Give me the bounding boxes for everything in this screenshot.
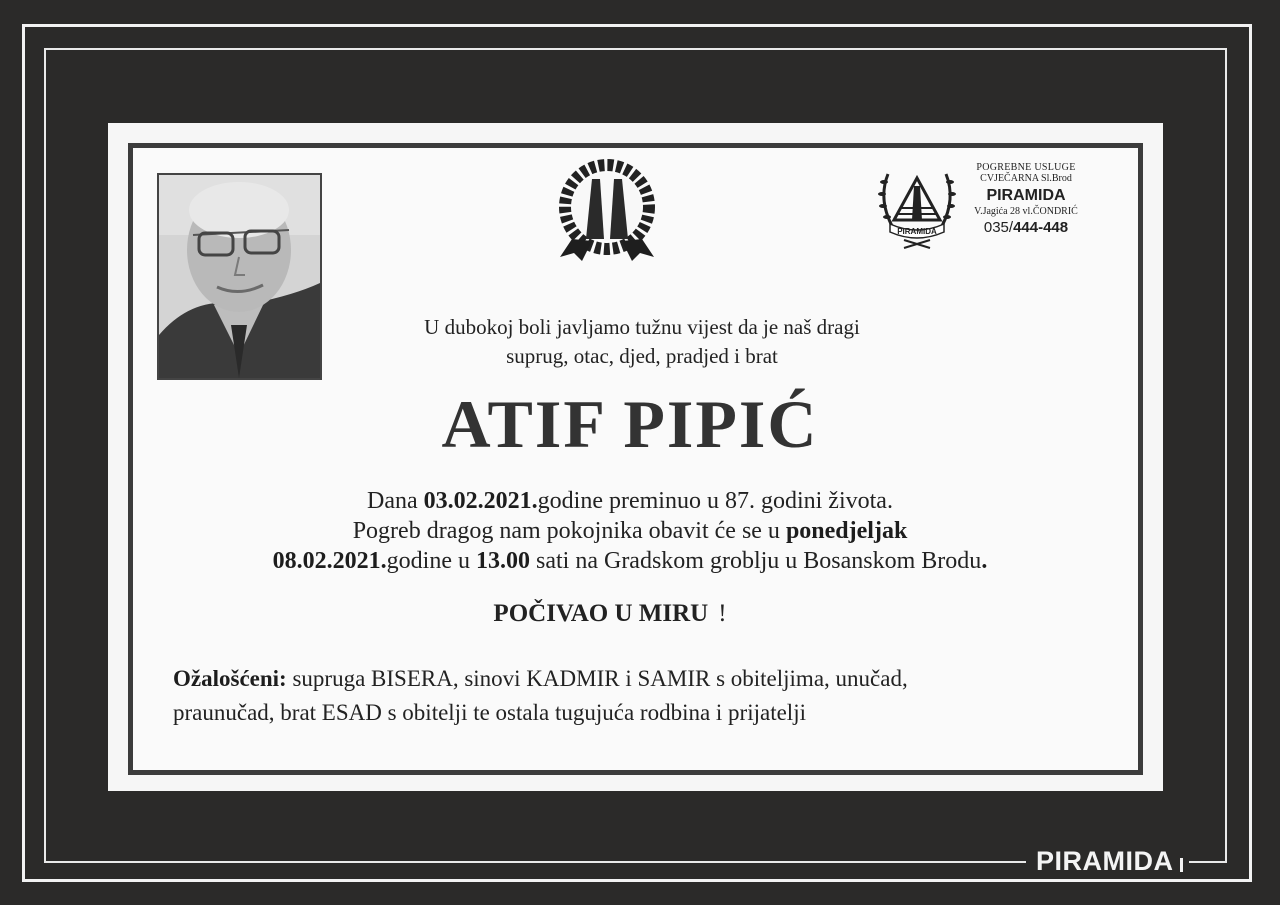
mourners-text: supruga BISERA, sinovi KADMIR i SAMIR s obiteljima, unučad, [286, 666, 908, 691]
details-line-3 [150, 546, 1110, 576]
deceased-name: ATIF PIPIĆ [441, 386, 819, 462]
rip-text: POČIVAO U MIRU [493, 600, 709, 627]
intro-text [300, 313, 984, 371]
footer-brand [1026, 846, 1189, 877]
mourners-line-1 [173, 662, 1103, 696]
deceased-photo [157, 173, 322, 380]
rip-mark: ! [718, 600, 727, 627]
details-end: . [981, 548, 988, 574]
funeral-details [150, 486, 1110, 576]
intro-line-1: U dubokoj boli javljamo tužnu vijest da je naš dragi [424, 315, 860, 339]
agency-line-1: POGREBNE USLUGE [976, 162, 1076, 173]
date-of-death: 03.02.2021. [423, 488, 538, 514]
details-text: Pogreb dragog nam pokojnika obavit će se u [352, 518, 786, 544]
wreath-emblem-icon [552, 157, 662, 265]
piramida-logo-icon [874, 164, 960, 252]
logo-label: PIRAMIDA [897, 227, 937, 236]
details-text: sati na Gradskom groblju u Bosanskom Brodu [530, 548, 982, 574]
details-line-2 [150, 516, 1110, 546]
mourners [173, 662, 1103, 730]
details-text: Dana [367, 488, 424, 514]
details-text: godine preminuo u 87. godini života. [537, 488, 893, 514]
agency-phone [962, 220, 1090, 235]
agency-phone-prefix: 035/ [983, 219, 1014, 236]
footer-brand-text: PIRAMIDA [1036, 846, 1174, 876]
mourners-label: Ožalošćeni: [173, 666, 287, 691]
intro-line-2: suprug, otac, djed, pradjed i brat [506, 344, 778, 368]
details-text: godine u [386, 548, 476, 574]
funeral-date: 08.02.2021. [272, 548, 387, 574]
rest-in-peace [400, 600, 820, 628]
footer-brand-tick [1180, 858, 1183, 872]
details-line-1 [150, 486, 1110, 516]
funeral-agency-info [962, 163, 1090, 235]
agency-name: PIRAMIDA [986, 187, 1066, 204]
agency-address: V.Jagića 28 vl.ČONDRIĆ [974, 206, 1078, 217]
agency-phone-number: 444-448 [1013, 219, 1069, 236]
mourners-line-2: praunučad, brat ESAD s obitelji te ostala tugujuća rodbina i prijatelji [173, 700, 806, 725]
funeral-day: ponedjeljak [785, 518, 908, 544]
funeral-time: 13.00 [476, 548, 530, 574]
agency-line-2: CVJEČARNA Sl.Brod [980, 173, 1072, 184]
